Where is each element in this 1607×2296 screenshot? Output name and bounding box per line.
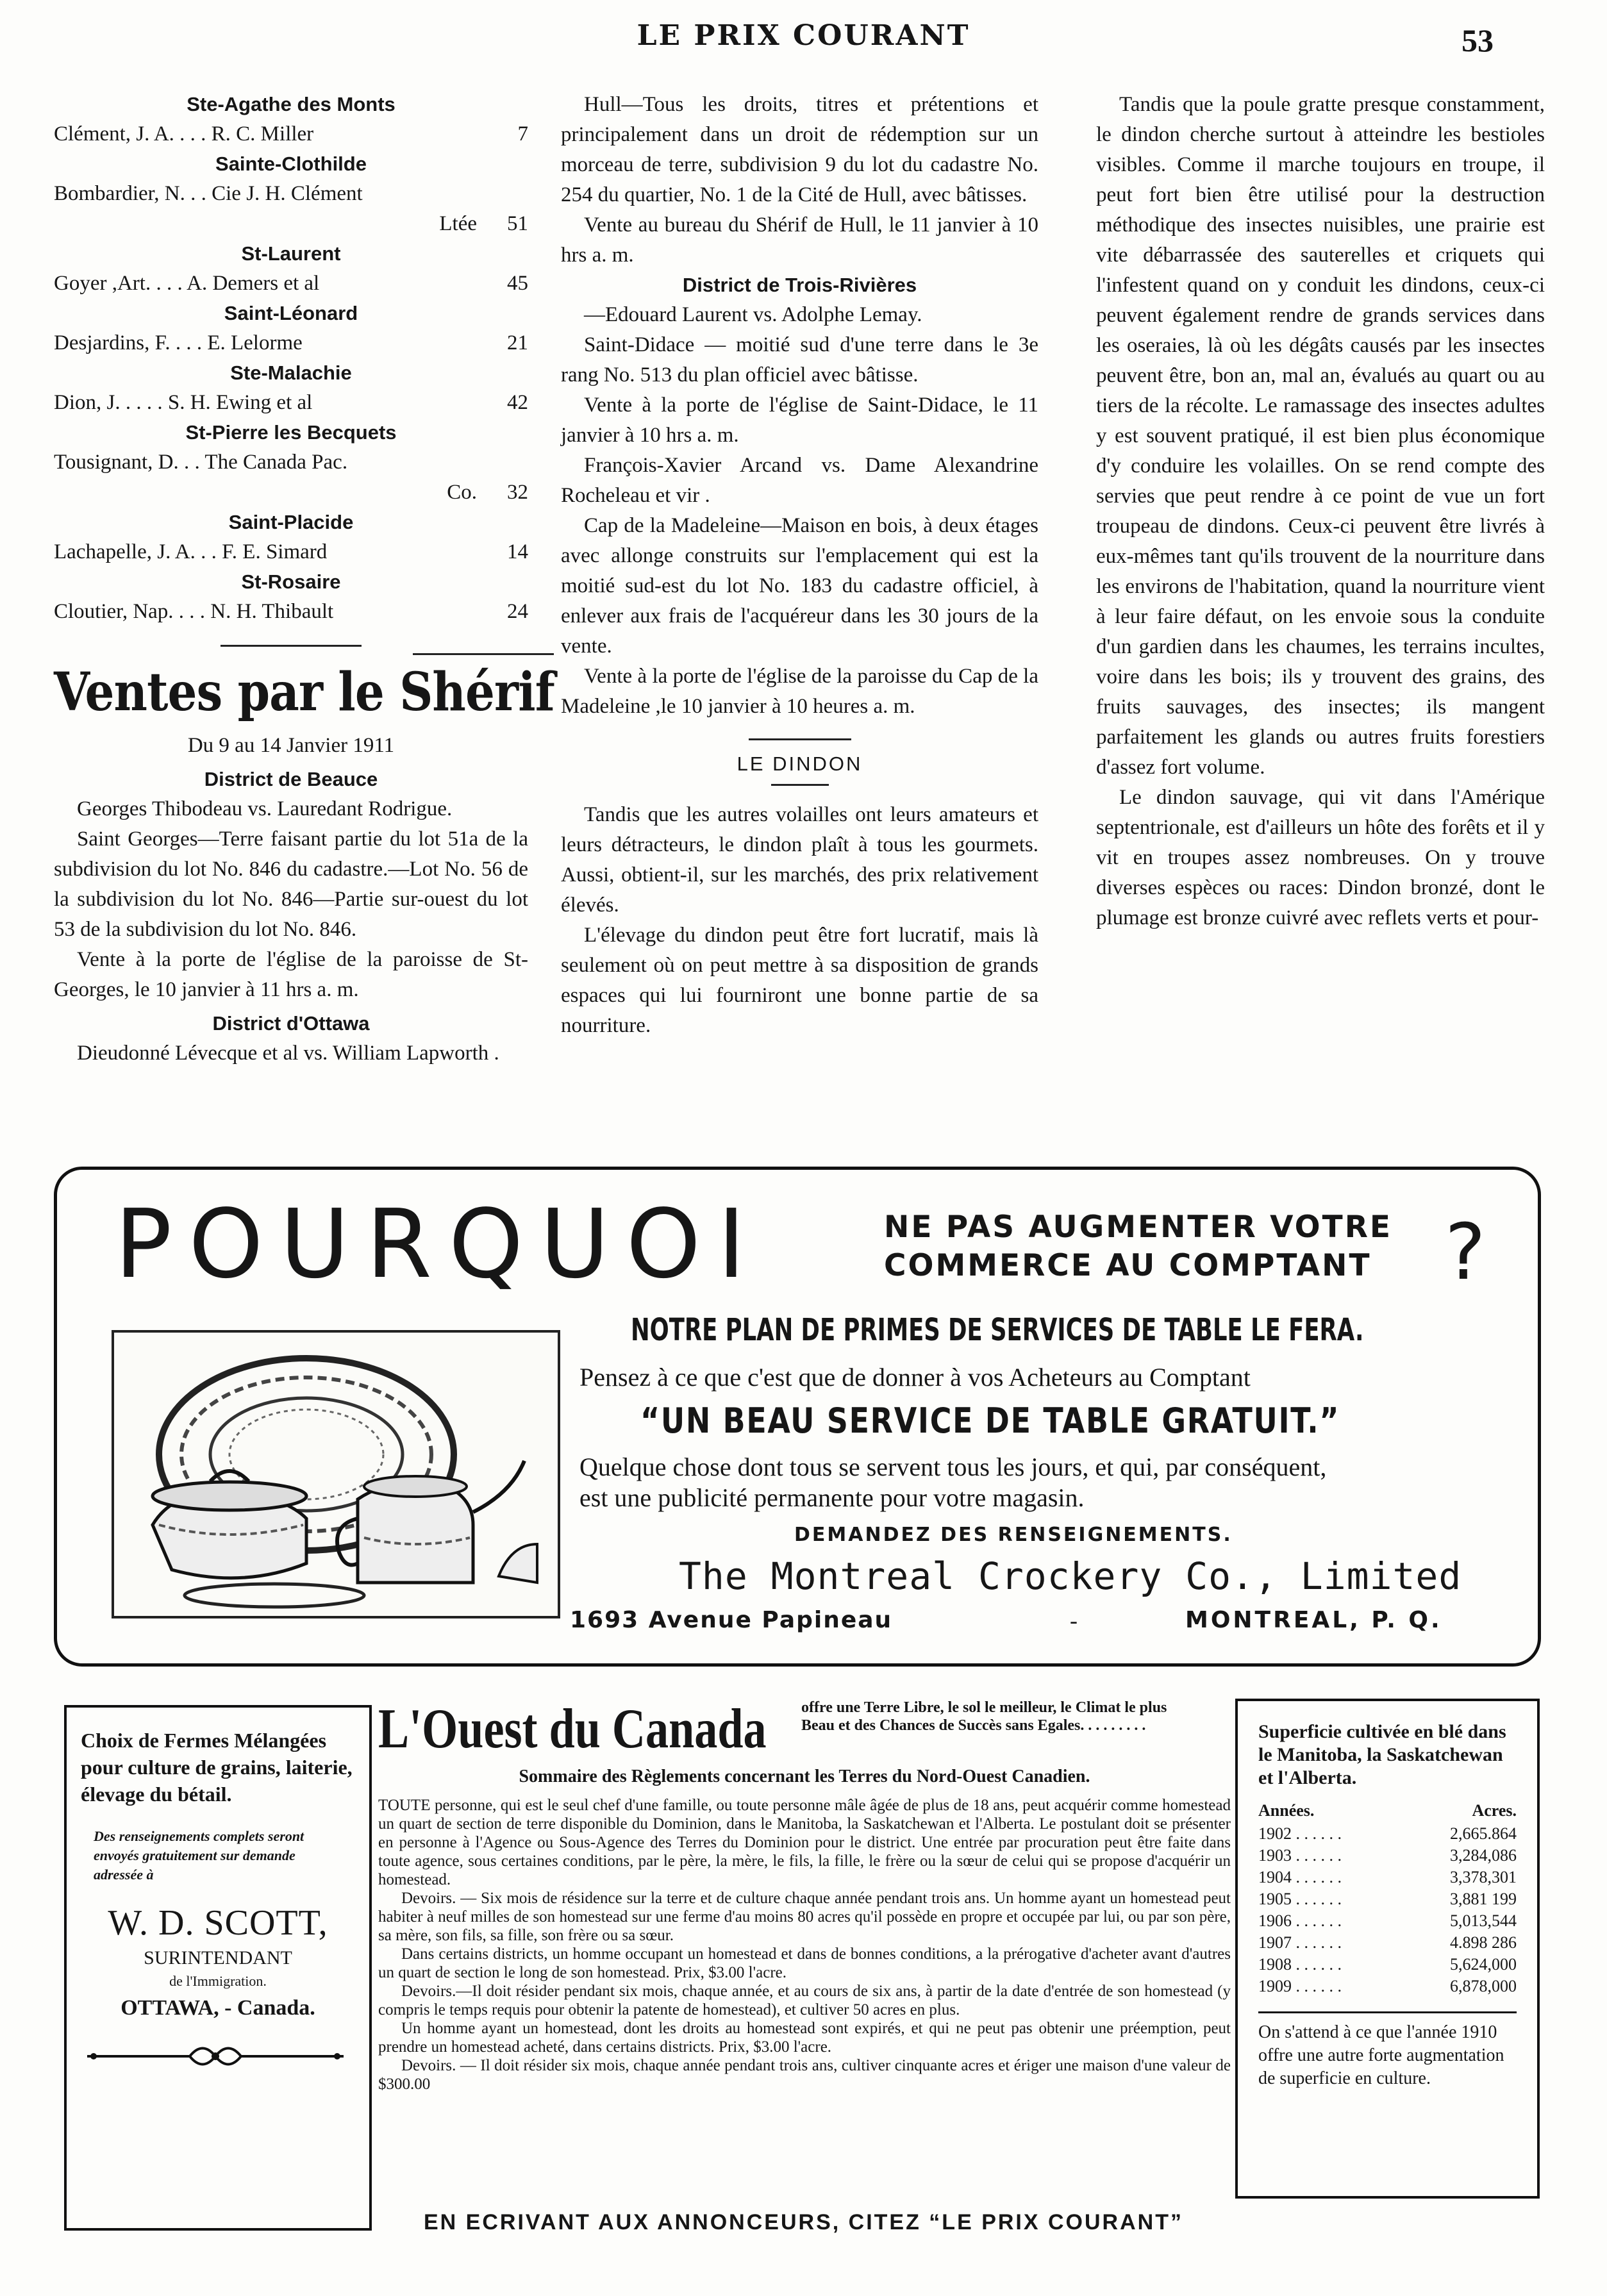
district-heading: District de Trois-Rivières xyxy=(682,274,917,296)
paragraph: Le dindon sauvage, qui vit dans l'Amérique septentrionale, est d'ailleurs un hôte des forêts et il y vit en troupes assez nombreuses. On y trouve diverses espèces ou races: Dindon bronzé, dont le plumage est bronze cuivré avec reflets verts et pour- xyxy=(1096,786,1545,929)
section-dates: Du 9 au 14 Janvier 1911 xyxy=(187,734,395,757)
listing-group xyxy=(54,90,528,627)
acres-cell: 3,881 199 xyxy=(1450,1890,1517,1908)
ornament-icon xyxy=(81,2037,350,2076)
article-heading: LE DINDON xyxy=(737,753,863,775)
ouest-title: L'Ouest du Canada xyxy=(378,1698,767,1760)
ad-subtitle xyxy=(884,1208,1392,1285)
acres-cell: 6,878,000 xyxy=(1450,1977,1517,1995)
table-row xyxy=(1258,1954,1517,1976)
paragraph: Dans certains districts, un homme occupant un homestead et dans de bonnes conditions, a la prérogative d'acheter avant d'autres un quart de section le long de son homestead. Prix, $3.00 l'acre. xyxy=(378,1945,1231,1981)
paragraph: François-Xavier Arcand vs. Dame Alexandrine Rocheleau et vir . xyxy=(561,454,1038,507)
box-heading: Choix de Fermes Mélangées pour culture de grains, laiterie, élevage du bétail. xyxy=(81,1729,353,1806)
wheat-acreage-box xyxy=(1235,1699,1540,2199)
listing-number: 45 xyxy=(507,272,528,295)
ouest-canada-advertisement xyxy=(378,1699,1231,2093)
listing-number: 42 xyxy=(507,391,528,414)
acres-cell: 3,284,086 xyxy=(1450,1846,1517,1865)
column-1 xyxy=(54,90,554,1069)
ad-body-line: est une publicité permanente pour votre magasin. xyxy=(579,1483,1085,1512)
section-title: Ventes par le Shérif xyxy=(54,661,554,723)
column-3 xyxy=(1096,90,1545,933)
paragraph: Vente à la porte de l'église de la paroisse de St-Georges, le 10 janvier à 11 hrs a. m. xyxy=(54,948,528,1001)
divider xyxy=(413,653,554,655)
paragraph: Dieudonné Lévecque et al vs. William Lapworth . xyxy=(77,1042,499,1065)
paragraph: Cap de la Madeleine—Maison en bois, à deux étages avec allonge construits sur l'emplacement qui est la moitié sud-est du lot No. 183 du cadastre officiel, à enlever aux frais de l'acquéreur dans les 30 jours de la vente. xyxy=(561,514,1038,658)
table-row xyxy=(1258,1823,1517,1845)
listing-name: Tousignant, D. . . The Canada Pac. xyxy=(54,451,348,474)
acres-cell: 4.898 286 xyxy=(1450,1933,1517,1952)
crockery-advertisement xyxy=(54,1167,1541,1667)
table-row xyxy=(1258,1910,1517,1932)
ad-subtitle-line: COMMERCE AU COMPTANT xyxy=(884,1248,1372,1283)
acres-cell: 2,665.864 xyxy=(1450,1824,1517,1843)
listing-entry xyxy=(54,597,528,627)
district-heading: District d'Ottawa xyxy=(212,1012,370,1035)
listing-name: Clément, J. A. . . . R. C. Miller xyxy=(54,122,314,146)
paragraph: Tandis que la poule gratte presque constamment, le dindon cherche surtout à atteindre les bestioles visibles. Comme il marche toujours en troupe, il peut fort bien être utilisé pour la destruction méthodique des insectes nuisibles, une prairie est vite débarrassée des sauterelles et criquets qui l'infestent quand on y conduit les dindons, ceux-ci peuvent également rendre de grands services dans les oseraies, là où les dégâts causés par les insectes peuvent être, bon an, mal an, évalués au quart ou au tiers de la récolte. Le ramassage des insectes adultes y est souvent pratiqué, il est bien plus économique d'y conduire les volailles. On se rend compte des servies que peut rendre à ce point de vue un fort troupeau de dindons. Ceux-ci peuvent être livrés à eux-mêmes tant qu'ils trouvent de la nourriture dans les environs de l'habitation, quand la nourriture vient à leur faire défaut, on les envoie sous la conduite d'un gardien dans les chaumes, les terrains incultes, voire dans les bois; ils y trouvent des grains, des fruits sauvages, des insectes; ils mangent parfaitement les glands ou autres fruits forestiers d'assez fort volume. xyxy=(1096,93,1545,779)
ad-slogan: “UN BEAU SERVICE DE TABLE GRATUIT.” xyxy=(640,1401,1340,1441)
divider xyxy=(771,784,829,786)
ad-plan-line: NOTRE PLAN DE PRIMES DE SERVICES DE TABLE LE FERA. xyxy=(631,1312,1364,1348)
paragraph: L'élevage du dindon peut être fort lucratif, mais là seulement où on peut mettre à sa disposition de grands espaces qui lui fourniront une bonne partie de sa nourriture. xyxy=(561,924,1038,1037)
ad-pourquoi: POURQUOI xyxy=(115,1189,762,1299)
listing-number: 32 xyxy=(507,481,528,504)
listing-entry xyxy=(54,447,528,478)
ad-body-line: Quelque chose dont tous se servent tous les jours, et qui, par conséquent, xyxy=(579,1452,1327,1481)
ad-address-separator: - xyxy=(1070,1608,1078,1633)
divider xyxy=(749,738,851,740)
listing-name: Lachapelle, J. A. . . F. E. Simard xyxy=(54,540,328,563)
ad-demandez: DEMANDEZ DES RENSEIGNEMENTS. xyxy=(794,1524,1233,1546)
column-header: Acres. xyxy=(1472,1801,1517,1820)
paragraph: Vente à la porte de l'église de la paroisse du Cap de la Madeleine ,le 10 janvier à 10 heures a. m. xyxy=(561,665,1038,718)
listing-place: Sainte-Clothilde xyxy=(215,153,367,175)
box-name: W. D. SCOTT, xyxy=(108,1903,328,1943)
table-header xyxy=(1258,1801,1517,1820)
box-dept: de l'Immigration. xyxy=(169,1973,267,1989)
listing-entry-cont xyxy=(54,209,528,239)
tableware-illustration xyxy=(112,1330,560,1618)
listing-entry xyxy=(54,179,528,209)
listing-place: Ste-Malachie xyxy=(230,362,352,384)
acreage-table xyxy=(1258,1823,1517,1997)
column-2 xyxy=(561,90,1038,1041)
divider xyxy=(221,645,362,647)
page-header-title: LE PRIX COURANT xyxy=(637,19,970,52)
ad-question-mark: ? xyxy=(1445,1208,1486,1297)
paragraph: Saint Georges—Terre faisant partie du lot 51a de la subdivision du lot No. 846 du cadastre.—Lot No. 56 de la subdivision du lot No. 846—Partie sur-ouest du lot 53 de la subdivision du lot No. 846. xyxy=(54,828,528,941)
paragraph: Devoirs. — Il doit résider six mois, chaque année pendant trois ans, cultiver cinquante acres et ériger une maison d'une valeur de $300.00 xyxy=(378,2057,1231,2093)
ad-company-name: The Montreal Crockery Co., Limited xyxy=(679,1554,1462,1598)
paragraph: Saint-Didace — moitié sud d'une terre dans le 3e rang No. 513 du plan officiel avec bâtisse. xyxy=(561,333,1038,387)
listing-place: St-Laurent xyxy=(241,242,341,265)
listing-number: 21 xyxy=(507,331,528,354)
listing-entry-cont xyxy=(54,478,528,508)
paragraph: Devoirs. — Six mois de résidence sur la terre et de culture chaque année pendant trois ans. Un homme ayant un homestead peut habiter à neuf milles de son homestead sur une ferme d'au moins 80 acres qu'il possède en propre et occupée par lui, ou par son père, sa mère, son fils, sa fille, son frère ou sa sœur. xyxy=(378,1890,1231,1944)
paragraph: Devoirs.—Il doit résider pendant six mois, chaque année, et au cours de six ans, à partir de la date d'entrée de son homestead (y compris le temps requis pour obtenir la patente de homestead), et cultiver 50 acres en plus. xyxy=(378,1983,1231,2018)
ouest-body xyxy=(378,1796,1231,2093)
divider xyxy=(1258,2011,1517,2013)
acres-cell: 3,378,301 xyxy=(1450,1868,1517,1886)
column-header: Années. xyxy=(1258,1801,1315,1820)
paragraph: Hull—Tous les droits, titres et prétentions et principalement dans un droit de rédemption sur un morceau de terre, subdivision 9 du lot du cadastre No. 254 du quartier, No. 1 de la Cité de Hull, avec bâtisses. xyxy=(561,93,1038,206)
listing-number: 24 xyxy=(507,600,528,623)
listing-name: Bombardier, N. . . Cie J. H. Clément xyxy=(54,182,363,205)
paragraph: Tandis que les autres volailles ont leurs amateurs et leurs détracteurs, le dindon plaît à tous les gourmets. Aussi, obtient-il, sur les marchés, des prix relativement élevés. xyxy=(561,803,1038,917)
table-row xyxy=(1258,1888,1517,1910)
ouest-offer: offre une Terre Libre, le sol le meilleur, le Climat le plus Beau et des Chances de Succès sans Egales. . . . . . . . . xyxy=(801,1699,1167,1734)
listing-entry xyxy=(54,328,528,358)
paragraph: Georges Thibodeau vs. Lauredant Rodrigue. xyxy=(77,797,453,820)
ad-pensez-line: Pensez à ce que c'est que de donner à vos Acheteurs au Comptant xyxy=(579,1363,1251,1392)
listing-name: Desjardins, F. . . . E. Lelorme xyxy=(54,331,303,354)
box-note: Des renseignements complets seront envoyés gratuitement sur demande adressée à xyxy=(94,1828,304,1883)
year-cell: 1902 . . . . . . xyxy=(1258,1824,1342,1843)
listing-sub: Co. xyxy=(447,481,477,504)
year-cell: 1904 . . . . . . xyxy=(1258,1868,1342,1886)
listing-entry xyxy=(54,537,528,567)
tableware-drawing xyxy=(114,1333,558,1616)
page-number: 53 xyxy=(1461,22,1494,58)
year-cell: 1909 . . . . . . xyxy=(1258,1977,1342,1995)
listing-number: 14 xyxy=(507,540,528,563)
box-note: On s'attend à ce que l'année 1910 offre une autre forte augmentation de superficie en culture. xyxy=(1258,2022,1504,2088)
paragraph: —Edouard Laurent vs. Adolphe Lemay. xyxy=(584,303,922,326)
table-row xyxy=(1258,1867,1517,1888)
table-row xyxy=(1258,1845,1517,1867)
ouest-sommaire: Sommaire des Règlements concernant les Terres du Nord-Ouest Canadien. xyxy=(519,1767,1090,1786)
ad-subtitle-line: NE PAS AUGMENTER VOTRE xyxy=(884,1210,1392,1245)
acres-cell: 5,013,544 xyxy=(1450,1911,1517,1930)
ad-city: MONTREAL, P. Q. xyxy=(1185,1607,1442,1633)
ad-body xyxy=(579,1452,1326,1513)
paragraph: Vente au bureau du Shérif de Hull, le 11 janvier à 10 hrs a. m. xyxy=(561,213,1038,267)
district-heading: District de Beauce xyxy=(204,768,378,790)
listing-name: Dion, J. . . . . S. H. Ewing et al xyxy=(54,391,313,414)
table-row xyxy=(1258,1932,1517,1954)
listing-entry xyxy=(54,269,528,299)
year-cell: 1907 . . . . . . xyxy=(1258,1933,1342,1952)
year-cell: 1903 . . . . . . xyxy=(1258,1846,1342,1865)
paragraph: TOUTE personne, qui est le seul chef d'une famille, ou toute personne mâle âgée de plus de 18 ans, peut acquérir comme homestead un quart de section de terre disponible du Dominion, dans le Manitoba, la Saskatchewan et l'Alberta. Le postulant doit se présenter en personne à l'Agence ou Sous-Agence des Terres du Dominion pour le district. Une entrée par procuration peut être faite dans toute agence, sous certaines conditions, par le père, la mère, le fils, la fille, le frère ou la sœur de celui qui se propose d'acquérir un homestead. xyxy=(378,1797,1231,1888)
listing-place: Ste-Agathe des Monts xyxy=(187,93,396,115)
paragraph: Vente à la porte de l'église de Saint-Didace, le 11 janvier à 10 hrs a. m. xyxy=(561,394,1038,447)
listing-place: Saint-Placide xyxy=(228,511,354,533)
paragraph: Un homme ayant un homestead, dont les droits au homestead sont expirés, et qui ne peut pas obtenir une préemption, peut prendre un homestead acheté, dans certains districts. Prix, $3.00 l'acre. xyxy=(378,2020,1231,2056)
ouest-header xyxy=(378,1699,1231,1760)
listing-entry xyxy=(54,119,528,149)
listing-place: Saint-Léonard xyxy=(224,302,358,324)
listing-number: 7 xyxy=(517,122,528,146)
year-cell: 1906 . . . . . . xyxy=(1258,1911,1342,1930)
ad-address: 1693 Avenue Papineau xyxy=(570,1607,893,1633)
listing-sub: Ltée xyxy=(439,212,477,235)
immigration-box xyxy=(64,1705,372,2231)
page-footer: EN ECRIVANT AUX ANNONCEURS, CITEZ “LE PRIX COURANT” xyxy=(423,2210,1183,2234)
box-title: SURINTENDANT xyxy=(144,1947,292,1968)
listing-name: Cloutier, Nap. . . . N. H. Thibault xyxy=(54,600,334,623)
listing-place: St-Pierre les Becquets xyxy=(185,421,397,444)
listing-place: St-Rosaire xyxy=(241,570,341,593)
acres-cell: 5,624,000 xyxy=(1450,1955,1517,1974)
box-city: OTTAWA, - Canada. xyxy=(121,1996,315,2020)
listing-name: Goyer ,Art. . . . A. Demers et al xyxy=(54,272,320,295)
year-cell: 1908 . . . . . . xyxy=(1258,1955,1342,1974)
listing-entry xyxy=(54,388,528,418)
year-cell: 1905 . . . . . . xyxy=(1258,1890,1342,1908)
table-row xyxy=(1258,1976,1517,1997)
box-heading: Superficie cultivée en blé dans le Manitoba, la Saskatchewan et l'Alberta. xyxy=(1258,1721,1506,1788)
listing-number: 51 xyxy=(507,212,528,235)
